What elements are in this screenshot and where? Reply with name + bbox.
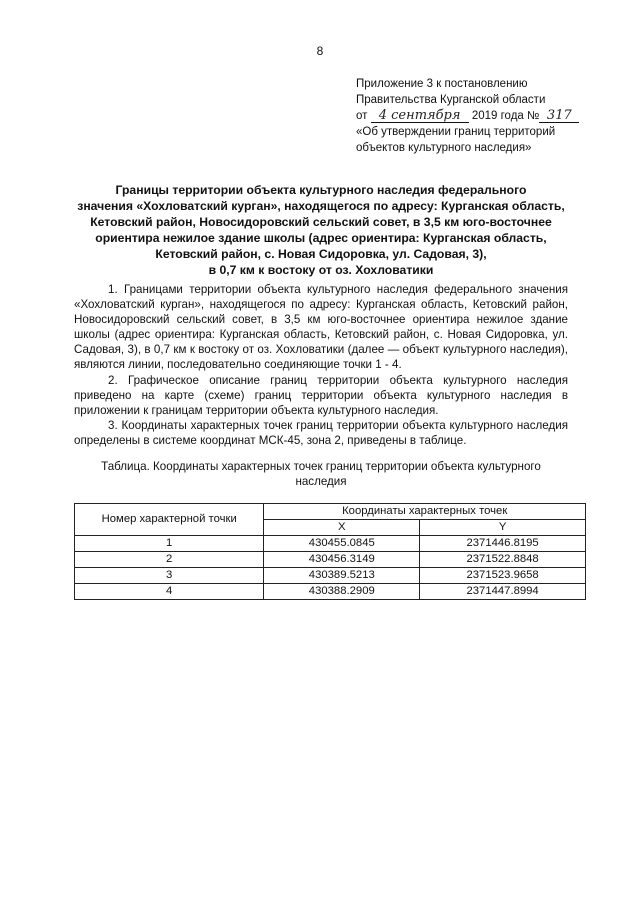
table-caption — [74, 459, 568, 489]
table-caption-line-2: наследия — [295, 475, 347, 488]
appendix-header — [356, 76, 616, 156]
title-line-3: Кетовский район, Новосидоровский сельский совет, в 3,5 км юго-восточнее — [90, 215, 552, 229]
cell-x: 430389.5213 — [264, 568, 420, 584]
cell-x: 430456.3149 — [264, 552, 420, 568]
title-line-2: значения «Хохловатский курган», находящегося по адресу: Курганская область, — [77, 199, 565, 213]
cell-x: 430388.2909 — [264, 584, 420, 600]
cell-y: 2371523.9658 — [420, 568, 586, 584]
table-row — [75, 552, 586, 568]
body-text — [74, 282, 568, 448]
cell-y: 2371447.8994 — [420, 584, 586, 600]
appendix-date-line — [356, 108, 616, 124]
date-prefix: от — [356, 110, 368, 122]
header-x: X — [264, 520, 420, 536]
paragraph-2: 2. Графическое описание границ территории объекта культурного наследия приведено на карте (схеме) границ территории объекта культурного наследия в приложении к границам территории объекта культурного наследия. — [74, 373, 568, 417]
document-title — [74, 182, 568, 278]
cell-y: 2371522.8848 — [420, 552, 586, 568]
table-header-row — [75, 504, 586, 520]
cell-y: 2371446.8195 — [420, 536, 586, 552]
appendix-line-2: Правительства Курганской области — [356, 94, 546, 106]
cell-point: 1 — [75, 536, 264, 552]
paragraph-3: 3. Координаты характерных точек границ территории объекта культурного наследия определены в системе координат МСК-45, зона 2, приведены в таблице. — [74, 418, 568, 447]
handwritten-number: 317 — [539, 109, 579, 123]
cell-point: 3 — [75, 568, 264, 584]
handwritten-date: 4 сентября — [371, 109, 469, 123]
header-coordinates: Координаты характерных точек — [264, 504, 586, 520]
table-row — [75, 536, 586, 552]
title-line-5: Кетовский район, с. Новая Сидоровка, ул. Садовая, 3), — [155, 247, 487, 261]
title-line-4: ориентира нежилое здание школы (адрес ориентира: Курганская область, — [95, 231, 547, 245]
title-line-1: Границы территории объекта культурного наследия федерального — [115, 183, 527, 197]
cell-x: 430455.0845 — [264, 536, 420, 552]
coordinates-table — [74, 503, 586, 600]
table-row — [75, 568, 586, 584]
table-caption-line-1: Таблица. Координаты характерных точек границ территории объекта культурного — [101, 460, 541, 473]
appendix-line-4: «Об утверждении границ территорий — [356, 126, 556, 138]
title-line-6: в 0,7 км к востоку от оз. Хохловатики — [208, 263, 434, 277]
cell-point: 4 — [75, 584, 264, 600]
cell-point: 2 — [75, 552, 264, 568]
page-number: 8 — [316, 44, 324, 58]
paragraph-1: 1. Границами территории объекта культурного наследия федерального значения «Хохловатский курган», находящегося по адресу: Курганская область, Кетовский район, Новосидоровский сельский совет, в 3,5 км юго-восточнее ориентира нежилое здание школы (адрес ориентира: Курганская область, Кетовский район, с. Новая Сидоровка, ул. Садовая, 3), в 0,7 км к востоку от оз. Хохловатики (далее — объект культурного наследия), являются линии, последовательно соединяющие точки 1 - 4. — [74, 283, 568, 372]
table-row — [75, 584, 586, 600]
date-suffix: 2019 года № — [471, 110, 540, 122]
appendix-line-1: Приложение 3 к постановлению — [356, 78, 528, 90]
header-point-number: Номер характерной точки — [75, 504, 264, 536]
appendix-line-5: объектов культурного наследия» — [356, 142, 532, 154]
header-y: Y — [420, 520, 586, 536]
